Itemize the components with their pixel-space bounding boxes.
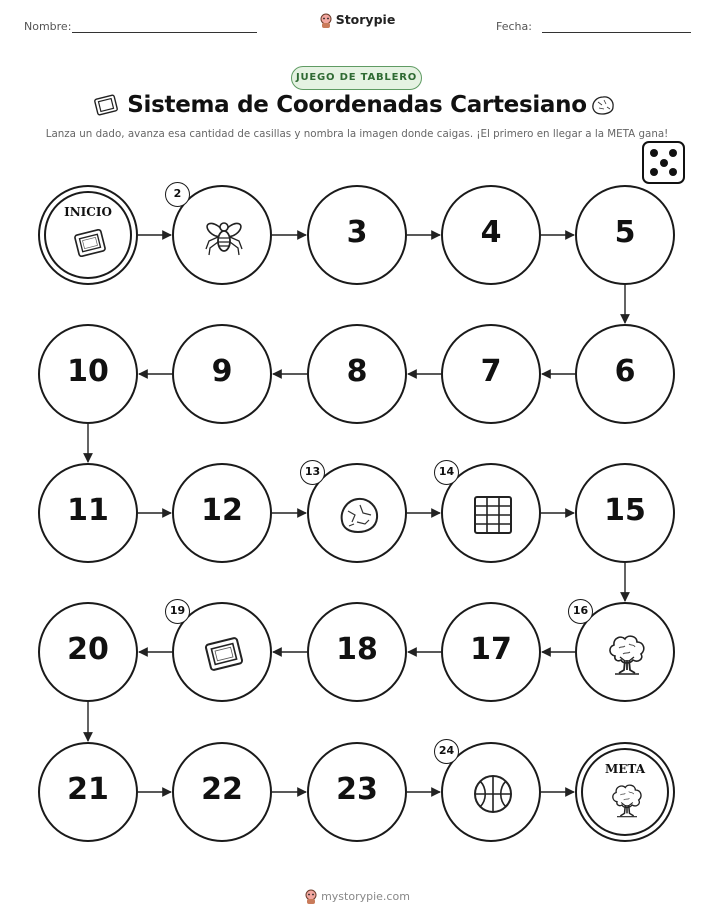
date-label: Fecha:: [496, 20, 532, 33]
space-number: 9: [211, 354, 233, 389]
space-number: 15: [604, 493, 646, 528]
board-space-9[interactable]: [172, 324, 272, 424]
ball-icon: [469, 770, 517, 818]
space-number: 21: [67, 772, 109, 807]
board-space-23[interactable]: [307, 742, 407, 842]
space-number: 17: [470, 632, 512, 667]
board-space-12[interactable]: [172, 463, 272, 563]
space-number: 20: [67, 632, 109, 667]
board-space-6[interactable]: [575, 324, 675, 424]
goal-space[interactable]: [575, 742, 675, 842]
rock-icon: [335, 491, 383, 539]
goal-label: META: [604, 762, 645, 776]
category-badge: JUEGO DE TABLERO: [291, 66, 422, 90]
tablet-icon: [70, 223, 110, 263]
space-number: 8: [346, 354, 368, 389]
space-number: 4: [480, 215, 502, 250]
space-number-tag: 14: [434, 460, 459, 485]
tree-icon: [607, 780, 647, 820]
name-label: Nombre:: [24, 20, 72, 33]
fly-icon: [200, 213, 248, 261]
space-number: 11: [67, 493, 109, 528]
tree-icon: [603, 630, 651, 678]
board-space-15[interactable]: [575, 463, 675, 563]
board-space-3[interactable]: [307, 185, 407, 285]
space-number: 7: [480, 354, 502, 389]
grid-icon: [469, 491, 517, 539]
board-space-17[interactable]: [441, 602, 541, 702]
board-space-21[interactable]: [38, 742, 138, 842]
brand-name: Storypie: [335, 12, 396, 27]
space-number-tag: 13: [300, 460, 325, 485]
footer: [0, 889, 714, 905]
board-space-10[interactable]: [38, 324, 138, 424]
board-space-7[interactable]: [441, 324, 541, 424]
space-number: 18: [336, 632, 378, 667]
space-number-tag: 24: [434, 739, 459, 764]
board-space-11[interactable]: [38, 463, 138, 563]
space-number-tag: 2: [165, 182, 190, 207]
board-space-4[interactable]: [441, 185, 541, 285]
start-label: INICIO: [64, 205, 112, 219]
space-number-tag: 16: [568, 599, 593, 624]
board-space-18[interactable]: [307, 602, 407, 702]
space-number: 22: [201, 772, 243, 807]
board-space-8[interactable]: [307, 324, 407, 424]
space-number: 23: [336, 772, 378, 807]
board-space-20[interactable]: [38, 602, 138, 702]
board-space-5[interactable]: [575, 185, 675, 285]
board-space-22[interactable]: [172, 742, 272, 842]
space-number: 10: [67, 354, 109, 389]
space-number: 12: [201, 493, 243, 528]
page-title: Sistema de Coordenadas Cartesiano: [127, 92, 587, 118]
footer-url[interactable]: mystorypie.com: [321, 890, 410, 903]
tablet-icon: [200, 630, 248, 678]
space-number: 5: [614, 215, 636, 250]
space-number: 6: [614, 354, 636, 389]
start-space[interactable]: [38, 185, 138, 285]
space-number: 3: [346, 215, 368, 250]
space-number-tag: 19: [165, 599, 190, 624]
instructions: Lanza un dado, avanza esa cantidad de casillas y nombra la imagen donde caigas. ¡El primero en llegar a la META gana!: [45, 128, 669, 140]
mascot-icon: [304, 889, 318, 905]
